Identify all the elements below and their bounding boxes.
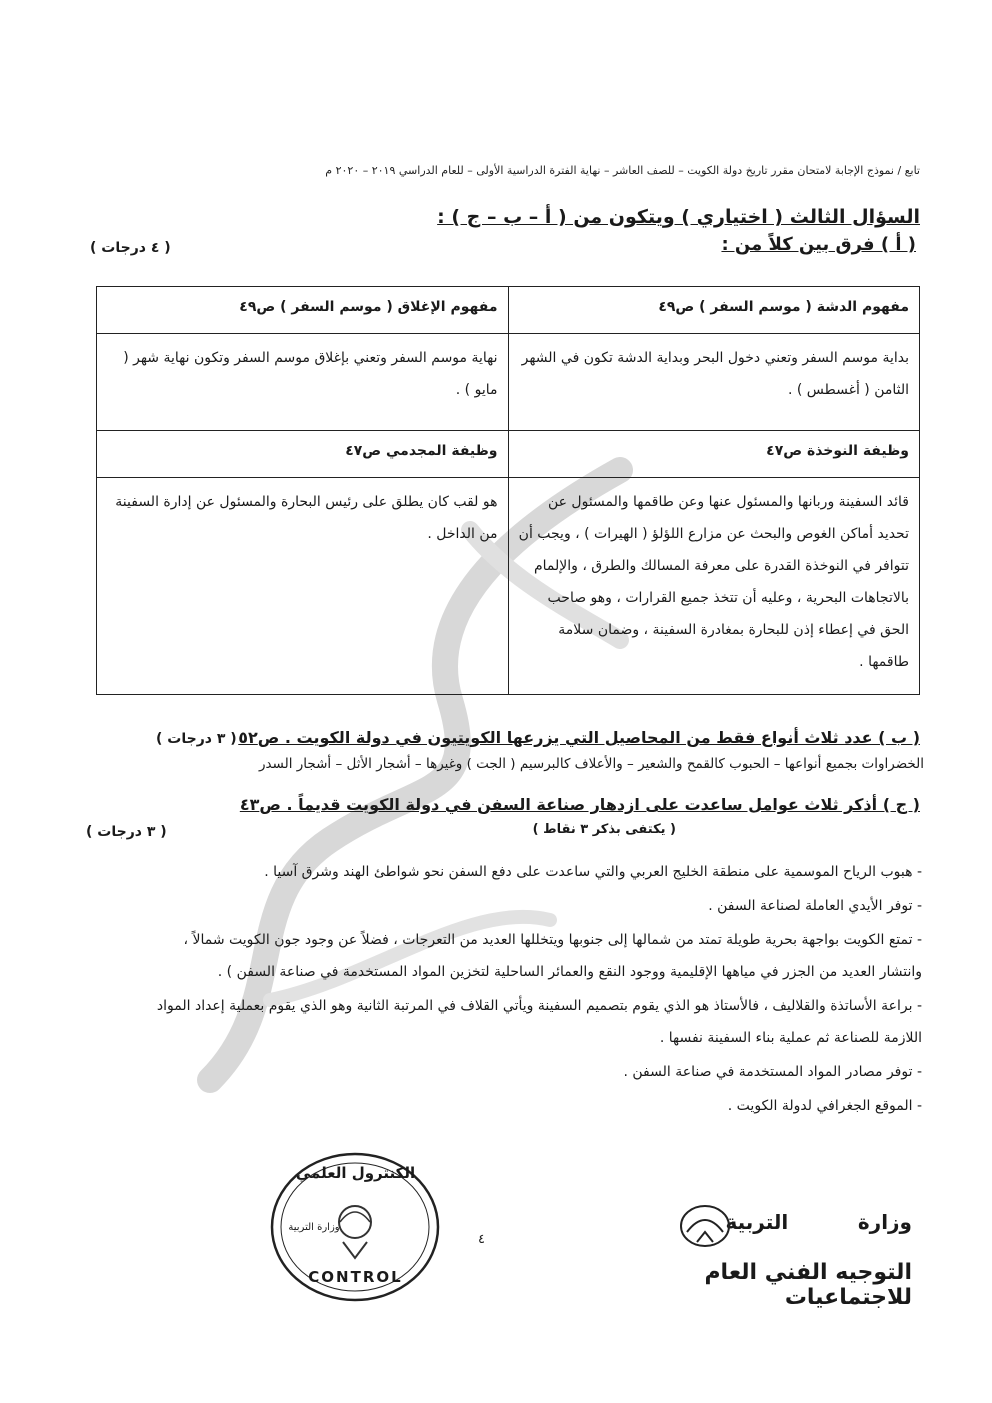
question3-part-b-title: ( ب ) عدد ثلاث أنواع فقط من المحاصيل التي يزرعها الكويتيون في دولة الكويت . ص٥٢ xyxy=(238,728,920,747)
question3-title: السؤال الثالث ( اختياري ) ويتكون من ( أ – ب – ج ) : xyxy=(437,206,920,228)
part-a-marks: ( ٤ درجات ) xyxy=(90,240,171,256)
list-item: - هبوب الرياح الموسمية على منطقة الخليج العربي والتي ساعدت على دفع السفن نحو شواطئ الهند وشرق آسيا . xyxy=(264,864,922,880)
stamp-top-text: الكنترول العلمي xyxy=(295,1164,416,1182)
list-item: - براعة الأساتذة والقلاليف ، فالأستاذ هو الذي يقوم بتصميم السفينة ويأتي القلاف في المرتبة الثانية وهو الذي يقوم بعملية إعداد المواد اللازمة للصناعة ثم عملية بناء السفينة نفسها . xyxy=(156,998,922,1046)
question3-part-a-title: ( أ ) فرق بين كلاً من : xyxy=(721,234,916,255)
part-b-answer: الخضراوات بجميع أنواعها – الحبوب كالقمح والشعير – والأعلاف كالبرسيم ( الجت ) وغيرها – أشجار الأثل – أشجار السدر xyxy=(258,756,924,772)
exam-header-line: تابع / نموذج الإجابة لامتحان مقرر تاريخ دولة الكويت – للصف العاشر – نهاية الفترة الدراسية الأولى – للعام الدراسي ٢٠١٩ – ٢٠٢٠ م xyxy=(325,164,920,177)
list-item: - توفر مصادر المواد المستخدمة في صناعة السفن . xyxy=(623,1064,922,1080)
ministry-name: وزارة التربية xyxy=(725,1210,912,1234)
dasha-definition: بداية موسم السفر وتعني دخول البحر وبداية الدشة تكون في الشهر الثامن ( أغسطس ) . xyxy=(508,334,920,431)
header-mujaddami-role: وظيفة المجدمي ص٤٧ xyxy=(97,431,509,478)
part-b-marks: ( ٣ درجات ) xyxy=(156,731,237,747)
department-name: التوجيه الفني العام للاجتماعيات xyxy=(704,1260,912,1310)
part-c-note: ( يكتفى بذكر ٣ نقاط ) xyxy=(532,822,676,837)
comparison-table xyxy=(96,286,920,695)
table-row xyxy=(97,478,920,695)
part-c-answer-list xyxy=(142,856,922,1124)
closing-definition: نهاية موسم السفر وتعني بإغلاق موسم السفر وتكون نهاية شهر ( مايو ) . xyxy=(97,334,509,431)
header-nokhatha-role: وظيفة النوخذة ص٤٧ xyxy=(508,431,920,478)
list-item: - الموقع الجغرافي لدولة الكويت . xyxy=(727,1098,922,1114)
kuwait-emblem-icon xyxy=(677,1202,733,1250)
stamp-middle-text: وزارة التربية xyxy=(288,1222,340,1233)
table-row xyxy=(97,334,920,431)
question3-part-c-title: ( ج ) أذكر ثلاث عوامل ساعدت على ازدهار صناعة السفن في دولة الكويت قديماً . ص٤٣ xyxy=(239,795,920,814)
nokhatha-definition: قائد السفينة وربانها والمسئول عنها وعن طاقمها والمسئول عن تحديد أماكن الغوص والبحث عن مزارع اللؤلؤ ( الهيرات ) ، ويجب أن تتوافر في النوخذة القدرة على معرفة المسالك والطرق ، والإلمام بالاتجاهات البحرية ، وعليه أن تتخذ جميع القرارات ، وهو صاحب الحق في إعطاء إذن للبحارة بمغادرة السفينة ، وضمان سلامة طاقمها . xyxy=(508,478,920,695)
part-c-marks: ( ٣ درجات ) xyxy=(86,824,167,840)
header-dasha-concept: مفهوم الدشة ( موسم السفر ) ص٤٩ xyxy=(508,287,920,334)
list-item: - تمتع الكويت بواجهة بحرية طويلة تمتد من شمالها إلى جنوبها ويتخللها العديد من التعرجات ، فضلاً عن وجود جون الكويت شمالاً ، وانتشار العديد من الجزر في مياهها الإقليمية ووجود النقع والعمائر الساحلية لتخزين المواد المستخدمة في صناعة السفن ) . xyxy=(183,932,922,980)
list-item: - توفر الأيدي العاملة لصناعة السفن . xyxy=(708,898,922,914)
ministry-signature xyxy=(582,1210,912,1310)
header-closing-concept: مفهوم الإغلاق ( موسم السفر ) ص٤٩ xyxy=(97,287,509,334)
page-number: ٤ xyxy=(478,1232,485,1247)
control-stamp xyxy=(268,1150,443,1305)
stamp-bottom-text: CONTROL xyxy=(308,1268,403,1286)
table-header-row xyxy=(97,287,920,334)
mujaddami-definition: هو لقب كان يطلق على رئيس البحارة والمسئول عن إدارة السفينة من الداخل . xyxy=(97,478,509,695)
table-header-row xyxy=(97,431,920,478)
